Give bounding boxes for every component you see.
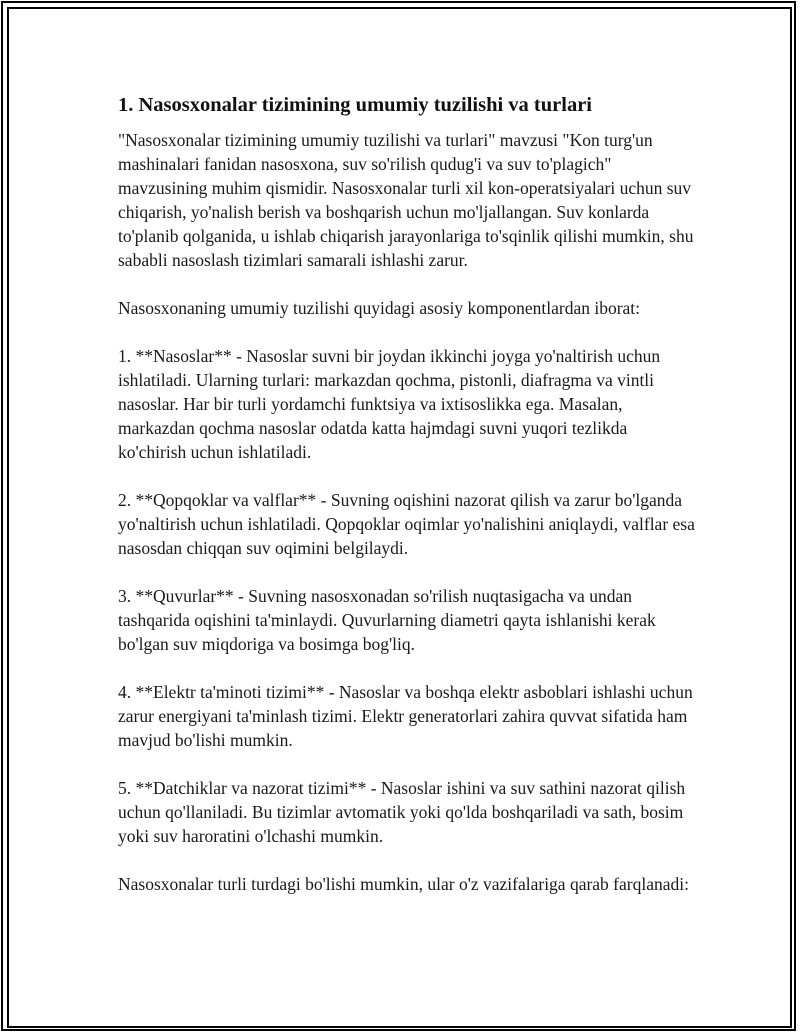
list-item-nasoslar: 1. **Nasoslar** - Nasoslar suvni bir joydan ikkinchi joyga yo'naltirish uchun ishlatiladi. Ularning turlari: markazdan qochma, pistonli, diafragma va vintli nasoslar. Har bir turli yordamchi funktsiya va ixtisoslikka ega. Masalan, markazdan qochma nasoslar odatda katta hajmdagi suvni yuqori tezlikda ko'chirish uchun ishlatiladi.: [118, 346, 661, 462]
components-intro-paragraph: Nasosxonaning umumiy tuzilishi quyidagi asosiy komponentlardan iborat:: [118, 298, 641, 318]
list-item-elektr: 4. **Elektr ta'minoti tizimi** - Nasoslar va boshqa elektr asboblari ishlashi uchun zarur energiyani ta'minlash tizimi. Elektr generatorlari zahira quvvat sifatida ham mavjud bo'lishi mumkin.: [118, 682, 693, 750]
section-heading: 1. Nasosxonalar tizimining umumiy tuzilishi va turlari: [118, 94, 593, 116]
list-item-quvurlar: 3. **Quvurlar** - Suvning nasosxonadan so'rilish nuqtasigacha va undan tashqarida oqishini ta'minlaydi. Quvurlarning diametri qayta ishlanishi kerak bo'lgan suv miqdoriga va bosimga bog'liq.: [118, 586, 656, 654]
document-body: [118, 92, 698, 920]
types-intro-paragraph: Nasosxonalar turli turdagi bo'lishi mumkin, ular o'z vazifalariga qarab farqlanadi:: [118, 874, 689, 894]
list-item-qopqoklar: 2. **Qopqoklar va valflar** - Suvning oqishini nazorat qilish va zarur bo'lganda yo'naltirish uchun ishlatiladi. Qopqoklar oqimlar yo'nalishini aniqlaydi, valflar esa nasosdan chiqqan suv oqimini belgilaydi.: [118, 490, 695, 558]
list-item-datchiklar: 5. **Datchiklar va nazorat tizimi** - Nasoslar ishini va suv sathini nazorat qilish uchun qo'llaniladi. Bu tizimlar avtomatik yoki qo'lda boshqariladi va sath, bosim yoki suv haroratini o'lchashi mumkin.: [118, 778, 686, 846]
intro-paragraph: "Nasosxonalar tizimining umumiy tuzilishi va turlari" mavzusi "Kon turg'un mashinalari fanidan nasosxona, suv so'rilish qudug'i va suv to'plagich" mavzusining muhim qismidir. Nasosxonalar turli xil kon-operatsiyalari uchun suv chiqarish, yo'nalish berish va boshqarish uchun mo'ljallangan. Suv konlarda to'planib qolganida, u ishlab chiqarish jarayonlariga to'sqinlik qilishi mumkin, shu sababli nasoslash tizimlari samarali ishlashi zarur.: [118, 130, 694, 270]
